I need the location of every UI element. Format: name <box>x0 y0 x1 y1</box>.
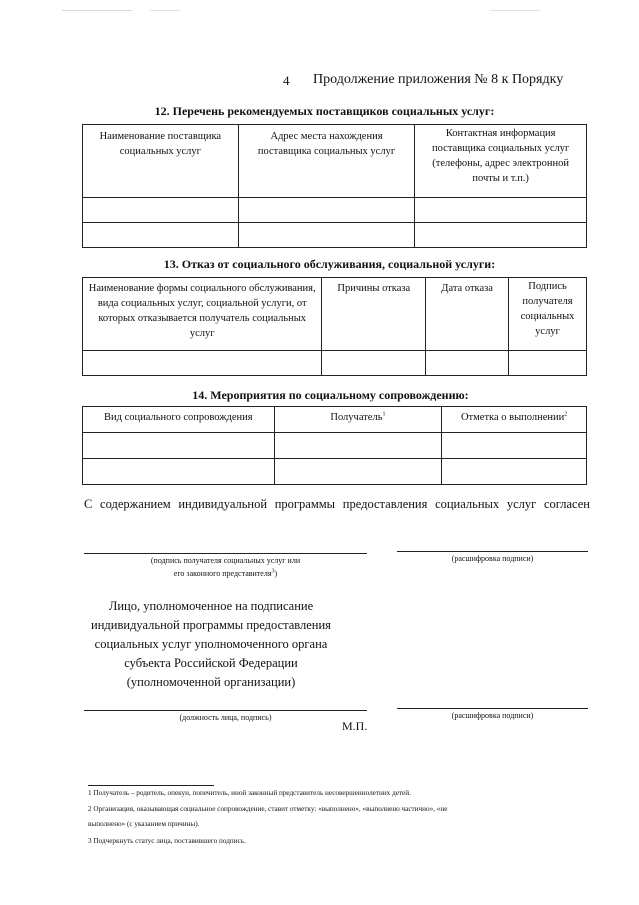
column-header: Отметка о выполнении$^2$ <box>442 407 587 433</box>
table-cell[interactable] <box>83 433 275 459</box>
table-cell[interactable] <box>509 351 587 376</box>
footnote-ref: 1 <box>382 411 386 418</box>
providers-table <box>82 124 587 248</box>
footnote-2: 2 Организация, оказывающая социальное сопровождение, ставит отметку: «выполнено», «выполнено частично», «не <box>88 805 448 813</box>
authorized-text-line: (уполномоченной организации) <box>126 675 296 689</box>
footnote-ref: 2 <box>564 411 568 418</box>
column-header: Вид социального сопровождения <box>83 407 275 433</box>
section-13-title: 13. Отказ от социального обслуживания, социальной услуги: <box>163 257 496 271</box>
column-header: Контактная информация поставщика социальных услуг (телефоны, адрес электронной почты и т.п.) <box>415 125 587 198</box>
refusal-table <box>82 277 587 376</box>
seal-placeholder: М.П. <box>342 719 368 733</box>
table-cell[interactable] <box>442 433 587 459</box>
section-12-title: 12. Перечень рекомендуемых поставщиков социальных услуг: <box>154 104 495 118</box>
column-header: Получатель$^1$ <box>274 407 442 433</box>
official-position-caption: (должность лица, подпись) <box>179 713 272 722</box>
column-header: Наименование поставщика социальных услуг <box>83 125 239 198</box>
recipient-decoding-caption: (расшифровка подписи) <box>451 554 534 563</box>
table-cell[interactable] <box>322 351 426 376</box>
column-header: Адрес места нахождения поставщика социальных услуг <box>238 125 415 198</box>
table-cell[interactable] <box>238 223 415 248</box>
caption-line: его законного представителя$^3$) <box>173 568 278 578</box>
agreement-statement: С содержанием индивидуальной программы предоставления социальных услуг согласен <box>84 497 590 511</box>
support-table <box>82 406 587 485</box>
authorized-text-line: индивидуальной программы предоставления <box>91 618 331 632</box>
column-header: Причины отказа <box>322 278 426 351</box>
table-cell[interactable] <box>442 459 587 485</box>
table-cell[interactable] <box>274 459 442 485</box>
table-cell[interactable] <box>83 351 322 376</box>
table-cell[interactable] <box>83 223 239 248</box>
caption-line: (подпись получателя социальных услуг или <box>150 556 301 565</box>
page-number: 4 <box>283 73 290 88</box>
scan-mark <box>62 10 132 11</box>
recipient-signature-caption <box>84 554 367 580</box>
scan-mark <box>150 10 180 11</box>
footnote-ref: 3 <box>271 568 275 575</box>
scan-mark <box>490 10 540 11</box>
table-cell[interactable] <box>238 198 415 223</box>
table-cell[interactable] <box>274 433 442 459</box>
column-header: Дата отказа <box>426 278 509 351</box>
authorized-text-line: Лицо, уполномоченное на подписание <box>108 599 314 613</box>
authorized-person-block <box>76 597 346 692</box>
authorized-text-line: субъекта Российской Федерации <box>124 656 298 670</box>
footnote-2-continued: выполнено» (с указанием причины). <box>88 820 200 828</box>
table-cell[interactable] <box>415 198 587 223</box>
footnote-3: 3 Подчеркнуть статус лица, поставившего подпись. <box>88 837 246 845</box>
authorized-text-line: социальных услуг уполномоченного органа <box>94 637 328 651</box>
column-header: Наименование формы социального обслуживания, вида социальных услуг, социальной услуги, от которых отказывается получатель социальных услуг <box>83 278 322 351</box>
column-header: Подпись получателя социальных услуг <box>509 278 587 351</box>
table-cell[interactable] <box>415 223 587 248</box>
footnote-1: 1 Получатель – родитель, опекун, попечитель, иной законный представитель несовершеннолетних детей. <box>88 789 411 797</box>
official-decoding-caption: (расшифровка подписи) <box>451 711 534 720</box>
table-cell[interactable] <box>83 459 275 485</box>
footnote-divider <box>88 785 214 786</box>
table-cell[interactable] <box>83 198 239 223</box>
page-header: Продолжение приложения № 8 к Порядку <box>313 72 564 87</box>
table-cell[interactable] <box>426 351 509 376</box>
section-14-title: 14. Мероприятия по социальному сопровождению: <box>192 388 469 402</box>
